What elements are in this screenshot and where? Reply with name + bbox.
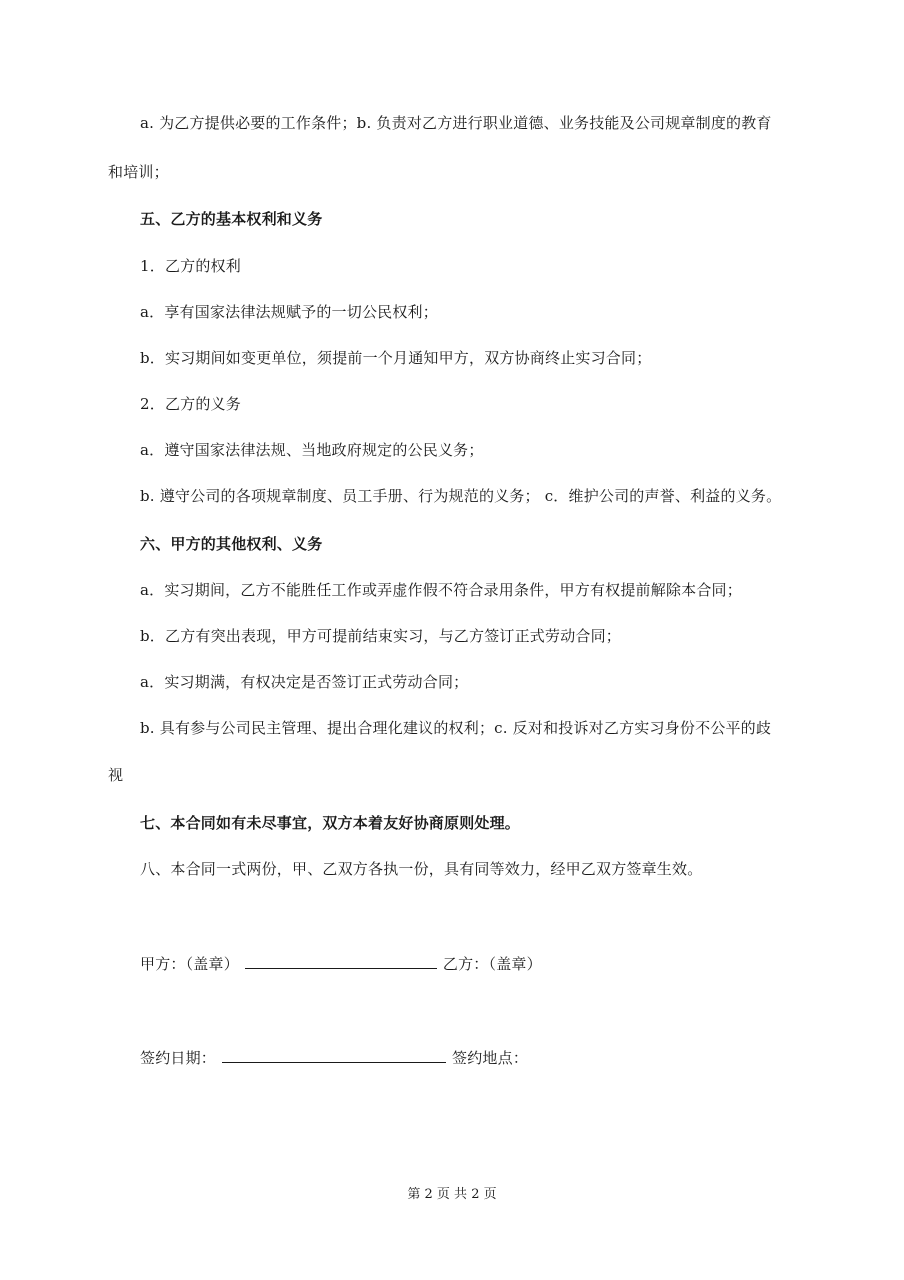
paragraph-line: 视 <box>108 766 124 784</box>
party-a-label: 甲方：（盖章） <box>140 955 239 973</box>
paragraph-line: b. 具有参与公司民主管理、提出合理化建议的权利；c. 反对和投诉对乙方实习身份不公平的歧 <box>140 719 772 737</box>
sign-place-label: 签约地点： <box>452 1049 529 1067</box>
sign-date-blank <box>222 1046 446 1063</box>
sign-date-label: 签约日期： <box>140 1049 217 1067</box>
signature-row-date-place <box>140 1046 528 1068</box>
paragraph-line: a. 为乙方提供必要的工作条件；b. 负责对乙方进行职业道德、业务技能及公司规章制度的教育 <box>140 114 772 132</box>
section-heading: 六、甲方的其他权利、义务 <box>140 535 323 553</box>
paragraph-line: a．享有国家法律法规赋予的一切公民权利； <box>140 303 438 321</box>
paragraph-line: b．乙方有突出表现，甲方可提前结束实习，与乙方签订正式劳动合同； <box>140 627 622 645</box>
paragraph-line: 八、本合同一式两份，甲、乙双方各执一份，具有同等效力，经甲乙双方签章生效。 <box>140 860 703 878</box>
subsection-heading: 1．乙方的权利 <box>140 257 241 275</box>
paragraph-line: a．遵守国家法律法规、当地政府规定的公民义务； <box>140 441 484 459</box>
section-heading: 五、乙方的基本权利和义务 <box>140 210 323 228</box>
paragraph-line: 和培训； <box>108 163 169 181</box>
party-a-signature-blank <box>245 952 437 969</box>
section-heading: 七、本合同如有未尽事宜，双方本着友好协商原则处理。 <box>140 814 521 832</box>
paragraph-line: a．实习期间，乙方不能胜任工作或弄虚作假不符合录用条件，甲方有权提前解除本合同； <box>140 581 742 599</box>
paragraph-line: a．实习期满，有权决定是否签订正式劳动合同； <box>140 673 469 691</box>
paragraph-line: b．实习期间如变更单位，须提前一个月通知甲方，双方协商终止实习合同； <box>140 349 652 367</box>
paragraph-line: b. 遵守公司的各项规章制度、员工手册、行为规范的义务； c．维护公司的声誉、利益的义务。 <box>140 487 782 505</box>
signature-row-parties <box>140 952 542 974</box>
party-b-label: 乙方：（盖章） <box>442 955 542 973</box>
page-number-footer: 第 2 页 共 2 页 <box>407 1187 497 1202</box>
subsection-heading: 2．乙方的义务 <box>140 395 241 413</box>
